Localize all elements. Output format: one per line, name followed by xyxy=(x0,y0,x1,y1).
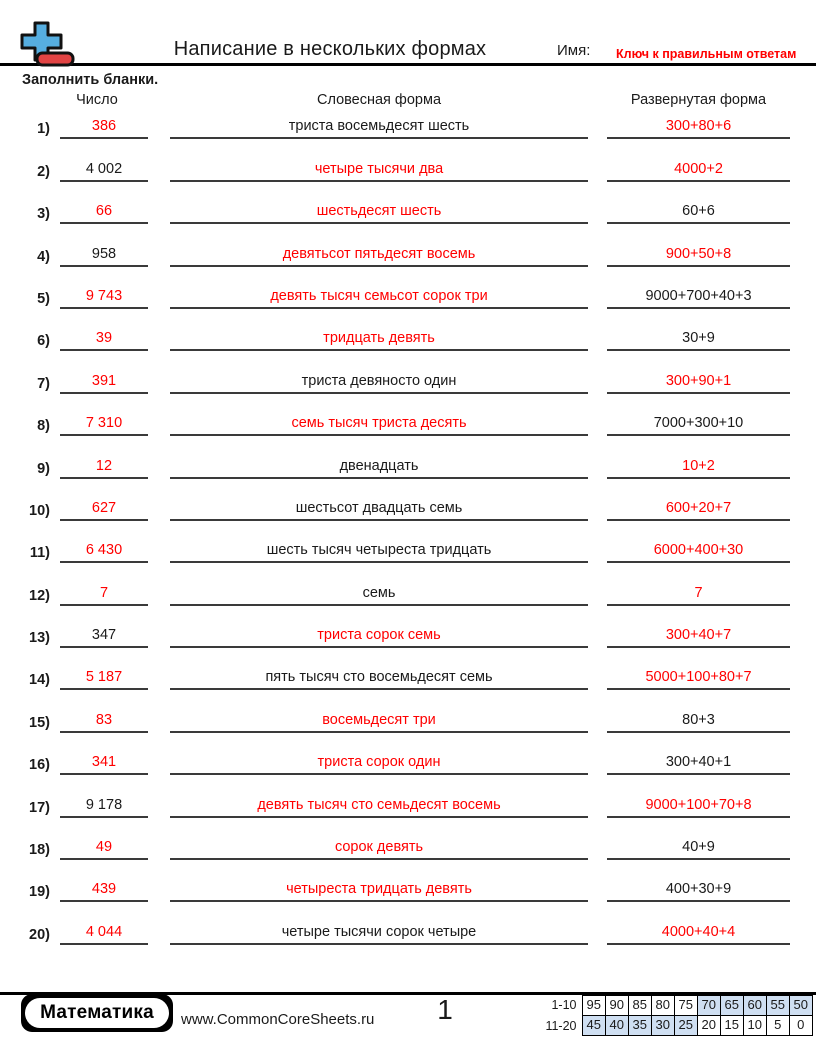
score-cell: 40 xyxy=(605,1015,630,1036)
problem-row xyxy=(0,521,816,563)
expanded-form-answer-field: 40+9 xyxy=(607,838,790,860)
problem-row xyxy=(0,690,816,732)
score-cells xyxy=(582,1017,814,1037)
number-answer-field: 49 xyxy=(60,838,148,860)
website-url: www.CommonCoreSheets.ru xyxy=(181,1011,375,1028)
score-cell: 30 xyxy=(651,1015,676,1036)
problem-row xyxy=(0,648,816,690)
word-form-answer-field: четыре тысячи сорок четыре xyxy=(170,923,588,945)
problem-row xyxy=(0,97,816,139)
expanded-form-answer-field: 6000+400+30 xyxy=(607,541,790,563)
name-label: Имя: xyxy=(557,42,591,59)
score-cell: 25 xyxy=(674,1015,699,1036)
header-divider xyxy=(0,63,816,66)
word-form-answer-field: пять тысяч сто восемьдесят семь xyxy=(170,668,588,690)
word-form-answer-field: триста восемьдесят шесть xyxy=(170,117,588,139)
expanded-form-answer-field: 7000+300+10 xyxy=(607,414,790,436)
expanded-form-answer-field: 60+6 xyxy=(607,202,790,224)
word-form-answer-field: шестьдесят шесть xyxy=(170,202,588,224)
page-number: 1 xyxy=(437,994,453,1025)
problem-index: 17) xyxy=(29,799,50,816)
column-header-number: Число xyxy=(76,92,118,108)
word-form-answer-field: шестьсот двадцать семь xyxy=(170,499,588,521)
number-answer-field: 7 310 xyxy=(60,414,148,436)
word-form-answer-field: восемьдесят три xyxy=(170,711,588,733)
problem-row xyxy=(0,606,816,648)
word-form-answer-field: триста сорок один xyxy=(170,753,588,775)
expanded-form-answer-field: 300+90+1 xyxy=(607,372,790,394)
problem-index: 1) xyxy=(37,121,50,138)
score-range-label: 11-20 xyxy=(545,1019,577,1033)
number-answer-field: 439 xyxy=(60,880,148,902)
number-answer-field: 6 430 xyxy=(60,541,148,563)
score-cell: 55 xyxy=(766,995,791,1016)
expanded-form-answer-field: 600+20+7 xyxy=(607,499,790,521)
word-form-answer-field: триста сорок семь xyxy=(170,626,588,648)
score-cell: 75 xyxy=(674,995,699,1016)
expanded-form-answer-field: 300+80+6 xyxy=(607,117,790,139)
problem-row xyxy=(0,818,816,860)
score-cell: 70 xyxy=(697,995,722,1016)
plus-minus-logo-icon xyxy=(20,21,78,68)
score-cell: 95 xyxy=(582,995,607,1016)
number-answer-field: 341 xyxy=(60,753,148,775)
problem-index: 15) xyxy=(29,714,50,731)
number-answer-field: 386 xyxy=(60,117,148,139)
problem-index: 3) xyxy=(37,206,50,223)
problem-row xyxy=(0,479,816,521)
number-answer-field: 12 xyxy=(60,457,148,479)
word-form-answer-field: триста девяносто один xyxy=(170,372,588,394)
number-answer-field: 9 178 xyxy=(60,796,148,818)
expanded-form-answer-field: 900+50+8 xyxy=(607,245,790,267)
expanded-form-answer-field: 400+30+9 xyxy=(607,880,790,902)
score-cells xyxy=(582,995,814,1016)
problem-index: 14) xyxy=(29,672,50,689)
problem-index: 12) xyxy=(29,587,50,604)
score-cell: 65 xyxy=(720,995,745,1016)
score-cell: 45 xyxy=(582,1015,607,1036)
problem-index: 19) xyxy=(29,884,50,901)
problem-row xyxy=(0,182,816,224)
column-header-expanded: Развернутая форма xyxy=(630,92,767,108)
problem-index: 2) xyxy=(37,163,50,180)
problem-row xyxy=(0,563,816,605)
problem-row xyxy=(0,139,816,181)
expanded-form-answer-field: 300+40+7 xyxy=(607,626,790,648)
score-cell: 50 xyxy=(789,995,814,1016)
problem-row xyxy=(0,436,816,478)
problem-row xyxy=(0,775,816,817)
score-range-label: 1-10 xyxy=(551,998,577,1012)
problem-index: 20) xyxy=(29,926,50,943)
brand-logo xyxy=(21,994,173,1032)
word-form-answer-field: шесть тысяч четыреста тридцать xyxy=(170,541,588,563)
expanded-form-answer-field: 9000+100+70+8 xyxy=(607,796,790,818)
number-answer-field: 83 xyxy=(60,711,148,733)
problem-index: 8) xyxy=(37,418,50,435)
problem-row xyxy=(0,733,816,775)
expanded-form-answer-field: 4000+40+4 xyxy=(607,923,790,945)
number-answer-field: 66 xyxy=(60,202,148,224)
problem-row xyxy=(0,902,816,944)
problem-index: 11) xyxy=(29,545,50,562)
expanded-form-answer-field: 9000+700+40+3 xyxy=(607,287,790,309)
column-header-word: Словесная форма xyxy=(316,92,442,108)
score-table xyxy=(536,995,814,1037)
word-form-answer-field: семь тысяч триста десять xyxy=(170,414,588,436)
expanded-form-answer-field: 5000+100+80+7 xyxy=(607,668,790,690)
score-cell: 85 xyxy=(628,995,653,1016)
word-form-answer-field: девять тысяч семьсот сорок три xyxy=(170,287,588,309)
problem-index: 16) xyxy=(29,757,50,774)
score-table-row xyxy=(536,1016,814,1037)
problem-row xyxy=(0,860,816,902)
expanded-form-answer-field: 4000+2 xyxy=(607,160,790,182)
number-answer-field: 9 743 xyxy=(60,287,148,309)
problem-row xyxy=(0,351,816,393)
problem-index: 4) xyxy=(37,248,50,265)
number-answer-field: 391 xyxy=(60,372,148,394)
score-cell: 90 xyxy=(605,995,630,1016)
instruction-text: Заполнить бланки. xyxy=(22,72,159,88)
number-answer-field: 5 187 xyxy=(60,668,148,690)
brand-name: Математика xyxy=(25,998,169,1028)
number-answer-field: 347 xyxy=(60,626,148,648)
score-cell: 80 xyxy=(651,995,676,1016)
expanded-form-answer-field: 300+40+1 xyxy=(607,753,790,775)
word-form-answer-field: четыреста тридцать девять xyxy=(170,880,588,902)
score-cell: 0 xyxy=(789,1015,814,1036)
problem-row xyxy=(0,309,816,351)
expanded-form-answer-field: 30+9 xyxy=(607,329,790,351)
number-answer-field: 4 044 xyxy=(60,923,148,945)
problem-index: 18) xyxy=(29,842,50,859)
score-cell: 60 xyxy=(743,995,768,1016)
word-form-answer-field: тридцать девять xyxy=(170,329,588,351)
expanded-form-answer-field: 80+3 xyxy=(607,711,790,733)
score-cell: 20 xyxy=(697,1015,722,1036)
problem-index: 13) xyxy=(29,630,50,647)
page-title: Написание в нескольких формах xyxy=(173,38,487,60)
word-form-answer-field: двенадцать xyxy=(170,457,588,479)
number-answer-field: 958 xyxy=(60,245,148,267)
score-cell: 15 xyxy=(720,1015,745,1036)
number-answer-field: 4 002 xyxy=(60,160,148,182)
score-table-row xyxy=(536,995,814,1016)
word-form-answer-field: сорок девять xyxy=(170,838,588,860)
word-form-answer-field: девятьсот пятьдесят восемь xyxy=(170,245,588,267)
problem-row xyxy=(0,394,816,436)
problem-row xyxy=(0,224,816,266)
expanded-form-answer-field: 10+2 xyxy=(607,457,790,479)
score-cell: 35 xyxy=(628,1015,653,1036)
number-answer-field: 39 xyxy=(60,329,148,351)
minus-icon xyxy=(37,53,73,65)
number-answer-field: 7 xyxy=(60,584,148,606)
score-cell: 10 xyxy=(743,1015,768,1036)
problems-list xyxy=(0,97,816,945)
problem-index: 7) xyxy=(37,375,50,392)
problem-index: 5) xyxy=(37,290,50,307)
problem-row xyxy=(0,267,816,309)
word-form-answer-field: девять тысяч сто семьдесят восемь xyxy=(170,796,588,818)
answer-key-label: Ключ к правильным ответам xyxy=(616,47,797,61)
word-form-answer-field: четыре тысячи два xyxy=(170,160,588,182)
problem-index: 9) xyxy=(37,460,50,477)
number-answer-field: 627 xyxy=(60,499,148,521)
score-cell: 5 xyxy=(766,1015,791,1036)
problem-index: 10) xyxy=(29,502,50,519)
expanded-form-answer-field: 7 xyxy=(607,584,790,606)
word-form-answer-field: семь xyxy=(170,584,588,606)
problem-index: 6) xyxy=(37,333,50,350)
